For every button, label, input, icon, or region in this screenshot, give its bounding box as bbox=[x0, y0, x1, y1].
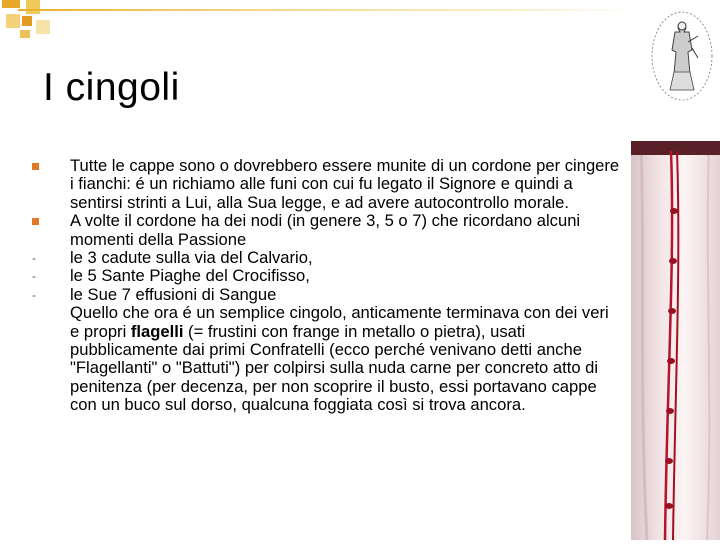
slide-body bbox=[32, 157, 622, 415]
sub-item-text: le 3 cadute sulla via del Calvario, bbox=[70, 248, 313, 268]
confraternity-seal-logo bbox=[648, 2, 716, 104]
dash-icon: - bbox=[32, 269, 36, 284]
bullet-item bbox=[32, 157, 622, 212]
closing-text-bold: flagelli bbox=[130, 321, 184, 341]
sub-item bbox=[32, 267, 622, 285]
sub-item-text: le Sue 7 effusioni di Sangue bbox=[70, 284, 277, 304]
sub-item bbox=[32, 286, 622, 304]
bullet-text: A volte il cordone ha dei nodi (in genere 3, 5 o 7) che ricordano alcuni momenti della Passione bbox=[70, 211, 581, 249]
closing-text-end: (= frustini con frange in metallo o pietra), usati pubblicamente dai primi Confratelli (ecco perché venivano detti anche "Flagellanti" o "Battuti") per colpirsi sulla nuda carne per concreto atto di penitenza (per decenza, per non scoprire il busto, essi portavano cappe con un buco sul dorso, qualcuna foggiata così si trova ancora. bbox=[70, 321, 599, 415]
decorative-squares bbox=[0, 0, 60, 40]
dash-icon: - bbox=[32, 287, 36, 302]
slide-title: I cingoli bbox=[43, 66, 180, 109]
sub-item bbox=[32, 249, 622, 267]
bullet-item bbox=[32, 212, 622, 249]
robe-with-knotted-cord-photo bbox=[631, 141, 720, 540]
closing-text-start: Quello che ora é un semplice cingolo, anticamente terminava con dei veri e propri bbox=[70, 303, 609, 341]
closing-paragraph bbox=[32, 304, 622, 414]
bullet-text: Tutte le cappe sono o dovrebbero essere munite di un cordone per cingere i fianchi: é un richiamo alle funi con cui fu legato il Signore e quindi a sentirsi strinti a Lui, alla Sua legge, e ad avere autocontrollo morale. bbox=[70, 156, 620, 212]
dash-icon: - bbox=[32, 251, 36, 266]
sub-item-text: le 5 Sante Piaghe del Crocifisso, bbox=[70, 266, 310, 286]
decorative-top-line bbox=[18, 9, 638, 11]
